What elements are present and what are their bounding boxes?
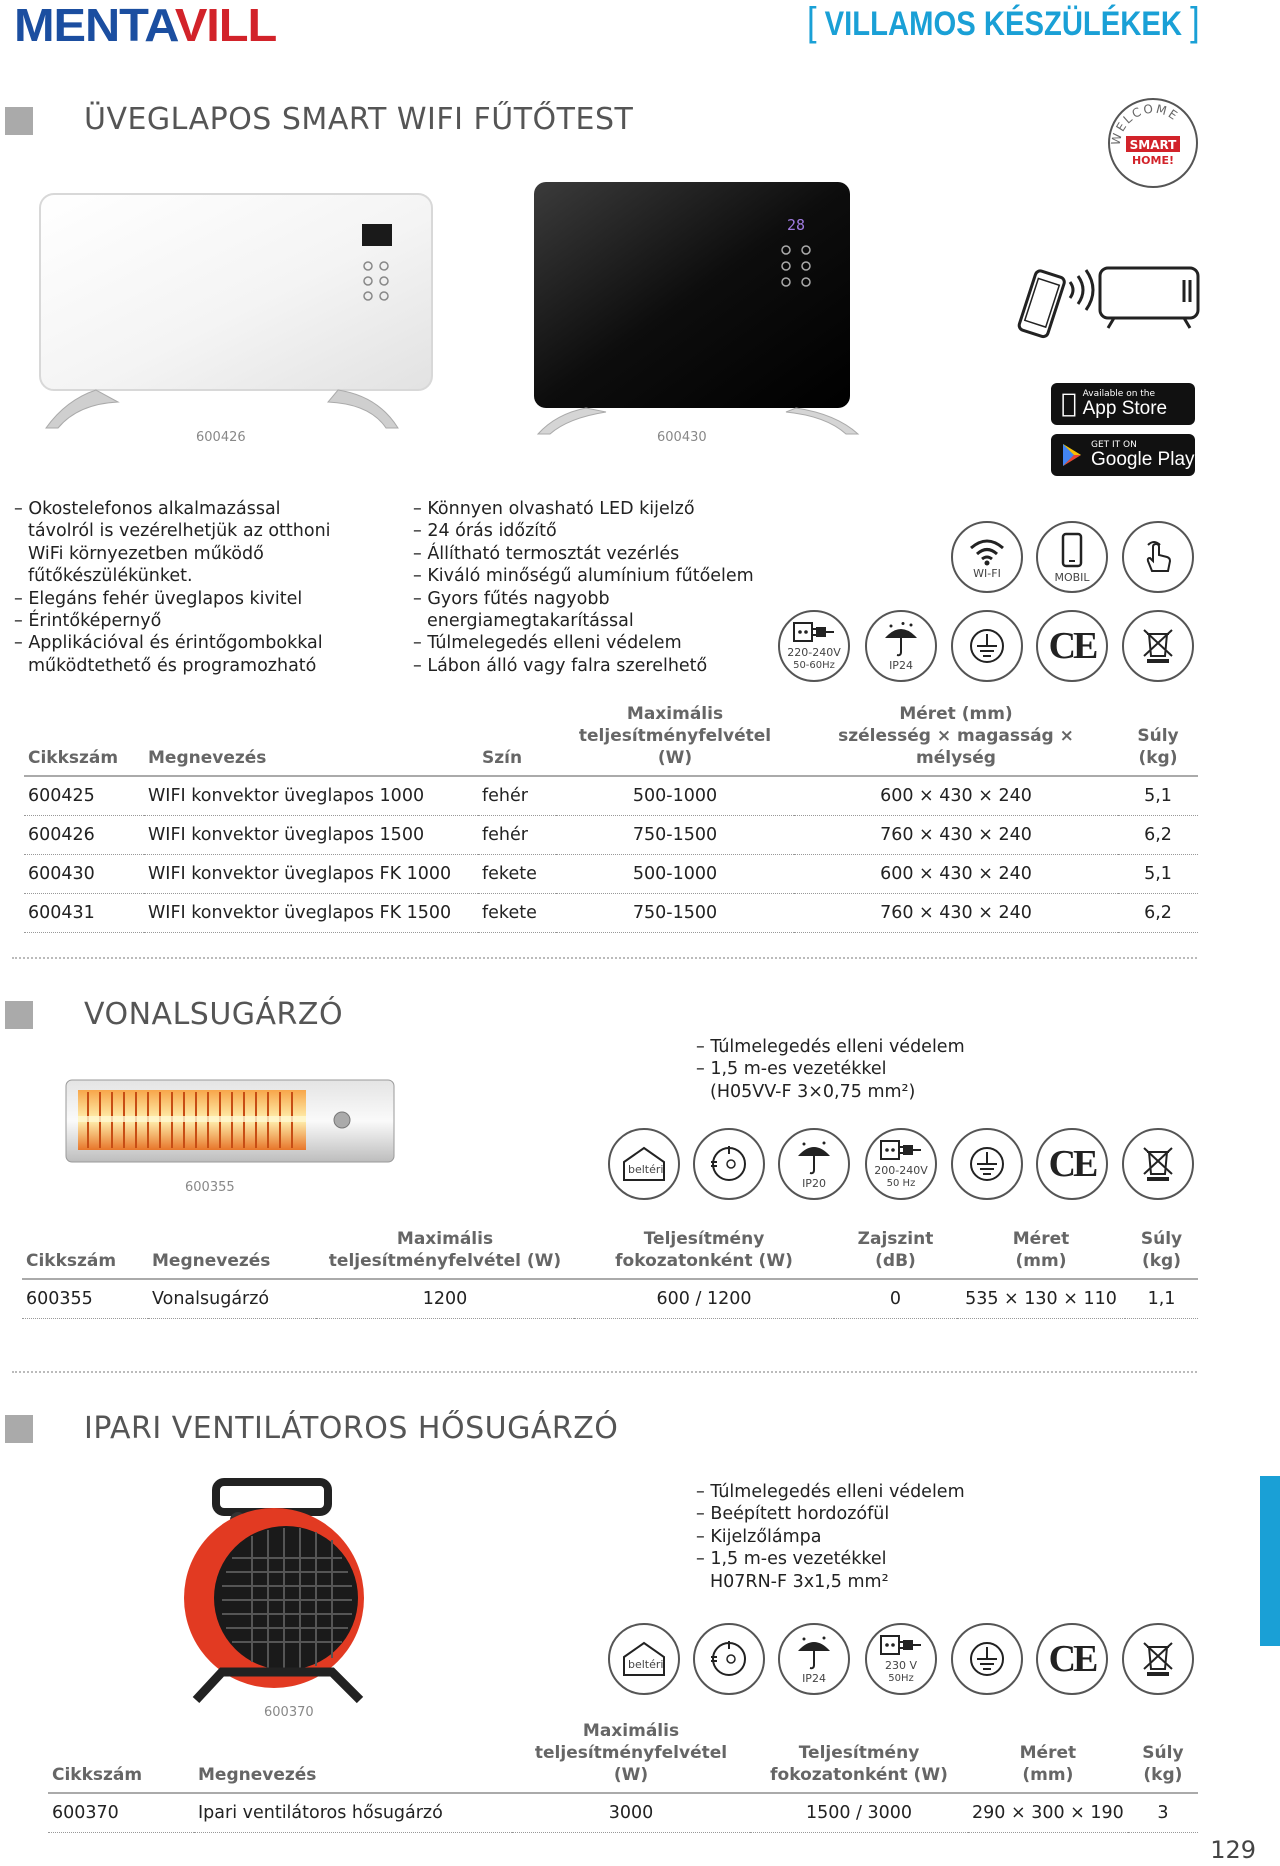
svg-text:HOME!: HOME! [1131, 154, 1175, 167]
indoor-icon: beltéri [608, 1623, 680, 1695]
col-header: Cikkszám [22, 1228, 148, 1279]
table-row: 600370 Ipari ventilátoros hősugárzó 3000 1500 / 3000 290 × 300 × 190 3 [48, 1793, 1198, 1833]
smart-home-badge [1106, 96, 1200, 190]
black-glass-heater-image [526, 174, 876, 436]
phone-control-illustration [1004, 262, 1204, 362]
col-header: Szín [478, 703, 556, 776]
indoor-icon: beltéri [608, 1128, 680, 1200]
col-header: Cikkszám [24, 703, 144, 776]
power-level-icon [693, 1128, 765, 1200]
spec-table-glass-heater [24, 703, 1198, 933]
col-header: Súly (kg) [1128, 1720, 1198, 1793]
mobile-icon: MOBIL [1036, 521, 1108, 593]
bracket-left: [ [807, 0, 817, 44]
white-glass-heater-image [38, 192, 436, 432]
ce-icon: CE [1036, 1623, 1108, 1695]
svg-text:SMART: SMART [1129, 138, 1177, 152]
table-row: 600426 WIFI konvektor üveglapos 1500 fehér 750-1500 760 × 430 × 240 6,2 [24, 816, 1198, 855]
plug-icon: 200-240V 50 Hz [865, 1128, 937, 1200]
product-code: 600355 [185, 1180, 235, 1195]
weee-icon [1122, 1128, 1194, 1200]
feature-list: – Túlmelegedés elleni védelem – Beépített hordozófül – Kijelzőlámpa – 1,5 m-es vezetékkel H07RN-F 3x1,5 mm² [696, 1482, 965, 1592]
section-marker [5, 1001, 33, 1029]
brand-logo: MENTAVILL [14, 0, 277, 51]
section-title-glass-heater: ÜVEGLAPOS SMART WIFI FŰTŐTEST [84, 102, 634, 137]
ce-icon: CE [1036, 610, 1108, 682]
touch-icon [1122, 521, 1194, 593]
col-header: Megnevezés [194, 1720, 512, 1793]
col-header: Maximális teljesítményfelvétel (W) [556, 703, 794, 776]
weee-icon [1122, 610, 1194, 682]
col-header: Cikkszám [48, 1720, 194, 1793]
plug-icon: 220-240V 50-60Hz [778, 610, 850, 682]
wifi-icon: WI-FI [951, 521, 1023, 593]
section-divider [12, 957, 1197, 959]
section-marker [5, 107, 33, 135]
plug-icon: 230 V 50Hz [865, 1623, 937, 1695]
table-row: 600425 WIFI konvektor üveglapos 1000 fehér 500-1000 600 × 430 × 240 5,1 [24, 776, 1198, 816]
table-row: 600430 WIFI konvektor üveglapos FK 1000 fekete 500-1000 600 × 430 × 240 5,1 [24, 855, 1198, 894]
col-header: Zajszint (dB) [834, 1228, 957, 1279]
col-header: Méret (mm) szélesség × magasság × mélység [794, 703, 1118, 776]
page-number: 129 [1210, 1836, 1256, 1864]
col-header: Súly (kg) [1118, 703, 1198, 776]
col-header: Méret (mm) [968, 1720, 1128, 1793]
col-header: Súly (kg) [1125, 1228, 1198, 1279]
category-label: VILLAMOS KÉSZÜLÉKEK [824, 5, 1183, 43]
section-title-fan-heater: IPARI VENTILÁTOROS HŐSUGÁRZÓ [84, 1411, 619, 1446]
spec-table-line-heater [22, 1228, 1198, 1319]
line-heater-image [64, 1076, 396, 1168]
product-code: 600430 [657, 430, 707, 445]
product-code: 600370 [264, 1705, 314, 1720]
ground-icon [951, 610, 1023, 682]
umbrella-icon: IP24 [778, 1623, 850, 1695]
feature-list: – Túlmelegedés elleni védelem – 1,5 m-es vezetékkel (H05VV-F 3×0,75 mm²) [696, 1037, 965, 1102]
product-code: 600426 [196, 430, 246, 445]
power-level-icon [693, 1623, 765, 1695]
umbrella-icon: IP20 [778, 1128, 850, 1200]
svg-text:WELCOME: WELCOME [1108, 101, 1182, 147]
chapter-tab [1260, 1476, 1280, 1646]
col-header: Maximális teljesítményfelvétel (W) [512, 1720, 750, 1793]
section-divider [12, 1371, 1197, 1373]
col-header: Teljesítmény fokozatonként (W) [574, 1228, 834, 1279]
table-row: 600355 Vonalsugárzó 1200 600 / 1200 0 535 × 130 × 110 1,1 [22, 1279, 1198, 1319]
col-header: Megnevezés [148, 1228, 316, 1279]
category-title [807, 0, 1200, 45]
spec-table-fan-heater [48, 1720, 1198, 1833]
col-header: Méret (mm) [957, 1228, 1125, 1279]
app-store-badge[interactable]: Available on the App Store [1051, 383, 1195, 425]
ground-icon [951, 1128, 1023, 1200]
svg-text:28: 28 [786, 216, 806, 234]
google-play-badge[interactable]: GET IT ON Google Play [1051, 434, 1195, 476]
ce-icon: CE [1036, 1128, 1108, 1200]
apple-icon [1061, 389, 1077, 419]
feature-list-right: – Könnyen olvasható LED kijelző – 24 órás időzítő – Állítható termosztát vezérlés – Kiváló minőségű alumínium fűtőelem – Gyors fűtés nagyobb energiamegtakarítással – Túlmelegedés elleni védelem – Lábon álló vagy falra szerelhető [413, 499, 754, 676]
fan-heater-image [182, 1476, 370, 1704]
ground-icon [951, 1623, 1023, 1695]
google-play-icon [1059, 442, 1085, 468]
feature-list-left: – Okostelefonos alkalmazással távolról is vezérelhetjük az otthoni WiFi környezetben működő fűtőkészülékünket. – Elegáns fehér üveglapos kivitel – Érintőképernyő – Applikációval és érintőgombokkal működtethető és programozható [14, 499, 331, 676]
table-row: 600431 WIFI konvektor üveglapos FK 1500 fekete 750-1500 760 × 430 × 240 6,2 [24, 894, 1198, 933]
col-header: Megnevezés [144, 703, 478, 776]
weee-icon [1122, 1623, 1194, 1695]
col-header: Maximális teljesítményfelvétel (W) [316, 1228, 574, 1279]
section-marker [5, 1415, 33, 1443]
section-title-line-heater: VONALSUGÁRZÓ [84, 997, 344, 1032]
col-header: Teljesítmény fokozatonként (W) [750, 1720, 968, 1793]
bracket-right: ] [1190, 0, 1200, 44]
umbrella-icon: IP24 [865, 610, 937, 682]
